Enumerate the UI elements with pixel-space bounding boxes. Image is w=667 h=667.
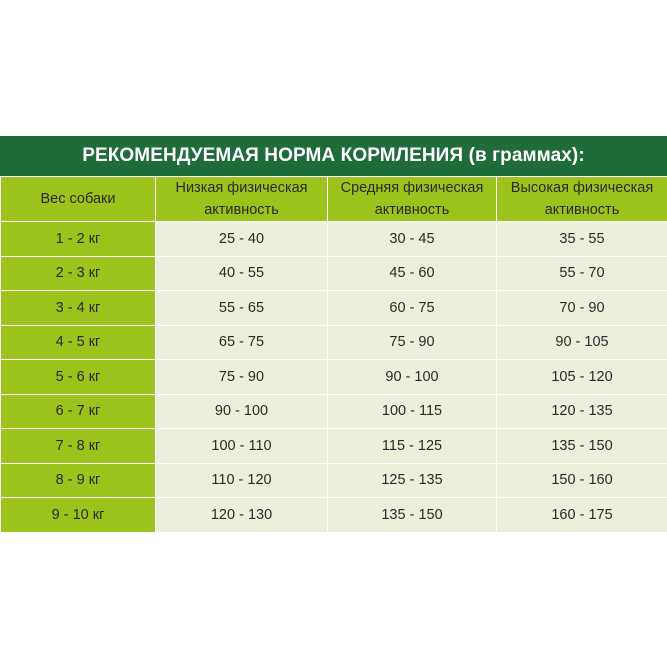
header-medium-line-1: Средняя физическая — [340, 180, 484, 196]
medium-cell: 60 - 75 — [328, 291, 497, 326]
medium-cell: 115 - 125 — [328, 429, 497, 464]
table-row — [1, 256, 667, 291]
low-cell: 120 - 130 — [156, 498, 328, 533]
table-row — [1, 325, 667, 360]
table-title: РЕКОМЕНДУЕМАЯ НОРМА КОРМЛЕНИЯ (в граммах): — [0, 136, 667, 176]
weight-cell: 9 - 10 кг — [1, 498, 156, 533]
low-cell: 90 - 100 — [156, 394, 328, 429]
weight-cell: 6 - 7 кг — [1, 394, 156, 429]
high-cell: 105 - 120 — [497, 360, 667, 395]
medium-cell: 125 - 135 — [328, 463, 497, 498]
weight-cell: 8 - 9 кг — [1, 463, 156, 498]
header-low-activity — [156, 177, 328, 222]
high-cell: 150 - 160 — [497, 463, 667, 498]
weight-cell: 4 - 5 кг — [1, 325, 156, 360]
header-low-line-2: активность — [204, 202, 279, 218]
weight-cell: 5 - 6 кг — [1, 360, 156, 395]
table-row — [1, 360, 667, 395]
weight-cell: 2 - 3 кг — [1, 256, 156, 291]
low-cell: 25 - 40 — [156, 222, 328, 257]
high-cell: 70 - 90 — [497, 291, 667, 326]
high-cell: 90 - 105 — [497, 325, 667, 360]
header-medium-line-2: активность — [374, 202, 450, 218]
table-row — [1, 222, 667, 257]
header-high-line-1: Высокая физическая — [510, 180, 654, 196]
feeding-norm-table — [0, 176, 667, 533]
high-cell: 160 - 175 — [497, 498, 667, 533]
medium-cell: 75 - 90 — [328, 325, 497, 360]
low-cell: 75 - 90 — [156, 360, 328, 395]
table-row — [1, 291, 667, 326]
table-row — [1, 429, 667, 464]
medium-cell: 45 - 60 — [328, 256, 497, 291]
low-cell: 100 - 110 — [156, 429, 328, 464]
header-medium-activity — [328, 177, 497, 222]
high-cell: 55 - 70 — [497, 256, 667, 291]
high-cell: 135 - 150 — [497, 429, 667, 464]
weight-cell: 7 - 8 кг — [1, 429, 156, 464]
low-cell: 65 - 75 — [156, 325, 328, 360]
table-row — [1, 394, 667, 429]
weight-cell: 1 - 2 кг — [1, 222, 156, 257]
low-cell: 55 - 65 — [156, 291, 328, 326]
header-high-line-2: активность — [544, 202, 620, 218]
high-cell: 120 - 135 — [497, 394, 667, 429]
table-row — [1, 463, 667, 498]
header-row — [1, 177, 667, 222]
medium-cell: 30 - 45 — [328, 222, 497, 257]
feeding-table-panel — [0, 136, 667, 525]
table-row — [1, 498, 667, 533]
weight-cell: 3 - 4 кг — [1, 291, 156, 326]
header-weight: Вес собаки — [1, 177, 156, 222]
low-cell: 110 - 120 — [156, 463, 328, 498]
low-cell: 40 - 55 — [156, 256, 328, 291]
medium-cell: 100 - 115 — [328, 394, 497, 429]
header-high-activity — [497, 177, 667, 222]
medium-cell: 135 - 150 — [328, 498, 497, 533]
header-low-line-1: Низкая физическая — [175, 180, 308, 196]
medium-cell: 90 - 100 — [328, 360, 497, 395]
high-cell: 35 - 55 — [497, 222, 667, 257]
